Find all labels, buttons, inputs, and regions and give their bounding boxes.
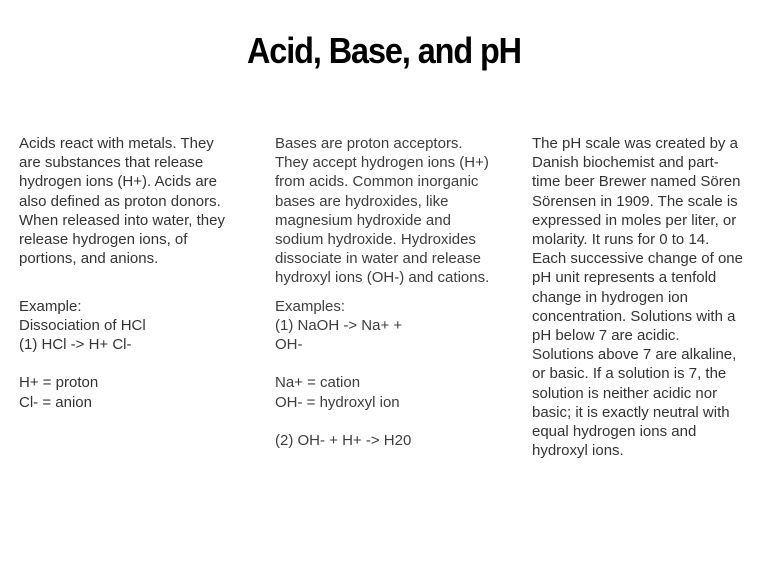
- acids-example: [19, 297, 254, 355]
- acids-example-heading: Example:: [19, 297, 82, 315]
- definition-hydroxyl: OH- = hydroxyl ion: [275, 393, 400, 411]
- bases-line: hydroxyl ions (OH-) and cations.: [275, 269, 490, 287]
- bases-line: They accept hydrogen ions (H+): [275, 154, 489, 172]
- acids-line: portions, and anions.: [19, 250, 159, 268]
- definition-proton: H+ = proton: [19, 374, 99, 392]
- acids-line: Acids react with metals. They: [19, 135, 214, 152]
- bases-paragraph: [275, 134, 515, 288]
- ph-line: time beer Brewer named Sören: [532, 173, 741, 191]
- ph-line: or basic. If a solution is 7, the: [532, 365, 727, 383]
- bases-example-equation: (1) NaOH -> Na+ +: [275, 316, 403, 334]
- ph-line: Danish biochemist and part-: [532, 154, 719, 172]
- acids-column: [19, 134, 254, 412]
- ph-line: Sörensen in 1909. The scale is: [532, 192, 738, 210]
- definition-cation: Na+ = cation: [275, 374, 361, 392]
- acids-example-line: Dissociation of HCl: [19, 316, 146, 334]
- definition-anion: Cl- = anion: [19, 393, 92, 411]
- ph-line: change in hydrogen ion: [532, 288, 688, 306]
- ph-line: solution is neither acidic nor: [532, 384, 718, 402]
- ph-line: molarity. It runs for 0 to 14.: [532, 231, 710, 249]
- ph-line: Each successive change of one: [532, 250, 743, 268]
- bases-example: [275, 297, 515, 355]
- bases-line: Bases are proton acceptors.: [275, 135, 463, 152]
- bases-definitions: [275, 373, 515, 411]
- acids-line: also defined as proton donors.: [19, 192, 221, 210]
- ph-paragraph: [532, 134, 757, 460]
- ph-line: pH below 7 are acidic.: [532, 327, 680, 345]
- bases-example-equation-cont: OH-: [275, 336, 303, 354]
- acids-definitions: [19, 373, 254, 411]
- ph-line: Solutions above 7 are alkaline,: [532, 346, 737, 364]
- bases-line: dissociate in water and release: [275, 250, 481, 268]
- ph-line: hydroxyl ions.: [532, 442, 624, 460]
- bases-line: magnesium hydroxide and: [275, 211, 451, 229]
- bases-line: sodium hydroxide. Hydroxides: [275, 231, 476, 249]
- acids-line: When released into water, they: [19, 211, 225, 229]
- acids-line: release hydrogen ions, of: [19, 231, 188, 249]
- ph-line: basic; it is exactly neutral with: [532, 403, 730, 421]
- bases-equation-2: (2) OH- + H+ -> H20: [275, 432, 412, 450]
- ph-line: expressed in moles per liter, or: [532, 211, 737, 229]
- bases-example-heading: Examples:: [275, 297, 346, 315]
- acids-line: hydrogen ions (H+). Acids are: [19, 173, 218, 191]
- ph-line: The pH scale was created by a: [532, 135, 738, 152]
- bases-line: bases are hydroxides, like: [275, 192, 449, 210]
- ph-line: pH unit represents a tenfold: [532, 269, 717, 287]
- bases-line: from acids. Common inorganic: [275, 173, 479, 191]
- ph-line: concentration. Solutions with a: [532, 307, 736, 325]
- bases-column: [275, 134, 515, 450]
- slide-title: Acid, Base, and pH: [246, 30, 522, 71]
- acids-line: are substances that release: [19, 154, 204, 172]
- ph-line: equal hydrogen ions and: [532, 423, 697, 441]
- acids-paragraph: [19, 134, 254, 268]
- acids-example-equation: (1) HCl -> H+ Cl-: [19, 336, 132, 354]
- ph-column: [532, 134, 757, 460]
